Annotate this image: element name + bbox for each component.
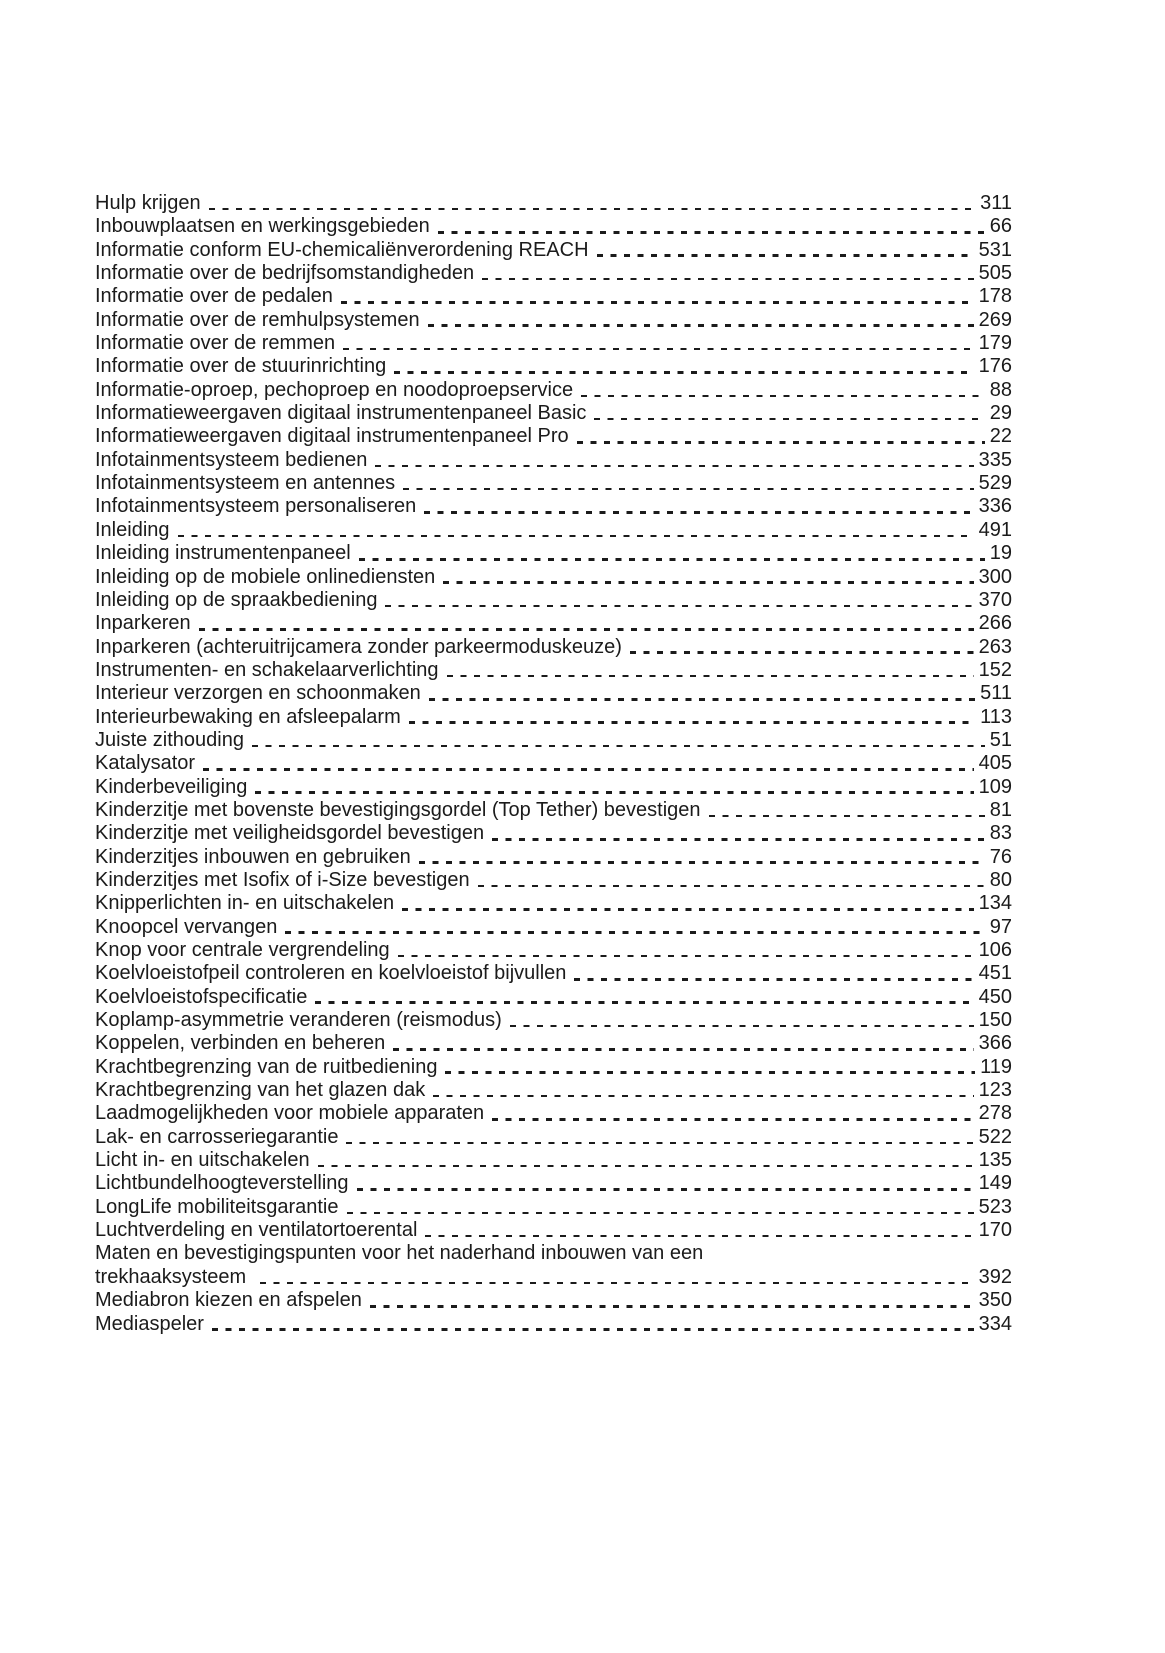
dot-leader [709,815,985,818]
dot-leader [447,675,974,678]
toc-entry-title: Koppelen, verbinden en beheren [95,1032,386,1055]
toc-entry [95,869,1012,892]
dot-leader [375,465,973,468]
toc-entry-title: Informatie over de remmen [95,332,336,355]
dot-leader [385,605,973,608]
toc-entry [95,776,1012,799]
dot-leader [478,885,985,888]
dot-leader [594,418,984,421]
toc-entry-title: Mediabron kiezen en afspelen [95,1289,362,1312]
toc-entry-title: Infotainmentsysteem personaliseren [95,495,417,518]
toc-entry-page-number: 88 [989,378,1012,401]
dot-leader [443,581,973,584]
toc-entry-page-number: 97 [989,915,1012,938]
toc-entry-title: Maten en bevestigingspunten voor het naderhand inbouwen van een [95,1242,704,1265]
toc-entry [95,355,1012,378]
toc-entry-page-number: 266 [978,612,1012,635]
toc-entry-page-number: 123 [978,1079,1012,1102]
toc-entry [95,566,1012,589]
toc-entry-page-number: 170 [978,1219,1012,1242]
toc-entry-title: Interieur verzorgen en schoonmaken [95,682,421,705]
toc-entry-page-number: 176 [978,355,1012,378]
toc-entry [95,962,1012,985]
toc-entry-title: Inbouwplaatsen en werkingsgebieden [95,215,430,238]
toc-entry [95,1313,1012,1336]
toc-entry-page-number: 113 [980,705,1012,728]
dot-leader [429,698,975,701]
toc-entry-page-number: 491 [978,518,1012,541]
toc-entry-page-number: 152 [978,658,1012,681]
dot-leader [318,1165,974,1168]
toc-entry-title: Kinderbeveiliging [95,775,248,798]
dot-leader [492,838,985,841]
toc-entry-title: Mediaspeler [95,1312,204,1335]
toc-entry [95,1172,1012,1195]
dot-leader [424,511,973,514]
toc-entry-title: Informatie conform EU-chemicaliënverordening REACH [95,238,589,261]
toc-entry-page-number: 51 [989,728,1012,751]
toc-entry [95,612,1012,635]
toc-entry-page-number: 523 [978,1195,1012,1218]
toc-entry [95,1289,1012,1312]
dot-leader [510,1025,974,1028]
toc-entry [95,1242,1012,1265]
toc-entry [95,192,1012,215]
toc-entry-title: LongLife mobiliteitsgarantie [95,1195,339,1218]
toc-entry-title: Informatie over de stuurinrichting [95,355,387,378]
toc-entry-title: Kinderzitje met bovenste bevestigingsgordel (Top Tether) bevestigen [95,798,701,821]
dot-leader [209,208,976,211]
dot-leader [285,931,984,934]
dot-leader [212,1328,974,1331]
toc-entry-title: trekhaaksysteem [95,1265,252,1288]
toc-entry [95,682,1012,705]
dot-leader [343,348,974,351]
toc-entry [95,449,1012,472]
toc-entry-title: Kinderzitjes inbouwen en gebruiken [95,845,411,868]
toc-entry-title: Knipperlichten in- en uitschakelen [95,892,395,915]
toc-entry [95,636,1012,659]
dot-leader [255,791,973,794]
toc-entry [95,822,1012,845]
toc-entry-title: Lak- en carrosseriegarantie [95,1125,339,1148]
dot-leader [315,1001,973,1004]
toc-entry [95,309,1012,332]
toc-entry-title: Informatie over de pedalen [95,285,333,308]
toc-entry-page-number: 83 [989,822,1012,845]
toc-entry-title: Infotainmentsysteem en antennes [95,472,396,495]
toc-entry-page-number: 531 [978,238,1012,261]
toc-entry-title: Koelvloeistofpeil controleren en koelvloeistof bijvullen [95,962,567,985]
toc-entry-title: Informatieweergaven digitaal instrumentenpaneel Basic [95,402,587,425]
toc-entry [95,589,1012,612]
toc-entry-page-number: 370 [978,588,1012,611]
dot-leader [393,1048,973,1051]
toc-entry-page-number: 135 [978,1149,1012,1172]
toc-entry-page-number: 300 [978,565,1012,588]
toc-entry [95,239,1012,262]
toc-entry-title: Krachtbegrenzing van het glazen dak [95,1079,426,1102]
toc-entry-page-number: 81 [989,798,1012,821]
toc-entry-page-number: 392 [978,1265,1012,1288]
toc-entry [95,379,1012,402]
dot-leader [398,955,974,958]
toc-entry-page-number: 311 [980,192,1012,214]
dot-leader [581,395,985,398]
dot-leader [403,488,973,491]
toc-entry-page-number: 269 [978,308,1012,331]
toc-entry [95,1266,1012,1289]
toc-entry-page-number: 134 [978,892,1012,915]
toc-entry [95,1149,1012,1172]
dot-leader [577,441,985,444]
toc-entry-title: Krachtbegrenzing van de ruitbediening [95,1055,438,1078]
toc-entry-title: Informatie-oproep, pechoproep en noodoproepservice [95,378,574,401]
toc-entry-page-number: 529 [978,472,1012,495]
toc-entry-page-number: 66 [989,215,1012,238]
toc-entry-page-number: 505 [978,262,1012,285]
toc-entry-title: Inparkeren (achteruitrijcamera zonder parkeermoduskeuze) [95,635,622,658]
dot-leader [370,1305,974,1308]
toc-entry-title: Inleiding [95,518,170,541]
dot-leader [597,254,974,257]
toc-entry [95,1196,1012,1219]
toc-entry-page-number: 29 [989,402,1012,425]
toc-entry [95,1126,1012,1149]
toc-entry [95,939,1012,962]
toc-entry-title: Knop voor centrale vergrendeling [95,939,390,961]
toc-entry [95,472,1012,495]
toc-entry-title: Interieurbewaking en afsleepalarm [95,705,401,728]
toc-entry-title: Luchtverdeling en ventilatortoerental [95,1219,418,1242]
toc-entry-page-number: 334 [978,1312,1012,1335]
dot-leader [199,628,974,631]
toc-entry-page-number: 109 [978,775,1012,798]
toc-entry-title: Kinderzitjes met Isofix of i-Size bevestigen [95,868,470,891]
dot-leader [492,1118,973,1121]
toc-entry [95,1079,1012,1102]
toc-entry-title: Koplamp-asymmetrie veranderen (reismodus) [95,1009,502,1032]
toc-entry-title: Katalysator [95,752,196,775]
toc-entry-page-number: 278 [978,1102,1012,1125]
toc-entry-page-number: 335 [978,448,1012,471]
toc-entry [95,986,1012,1009]
toc-entry [95,1032,1012,1055]
toc-entry-page-number: 350 [978,1289,1012,1312]
toc-entry-page-number: 511 [980,682,1012,705]
toc-entry-page-number: 522 [978,1125,1012,1148]
toc-entry-title: Juiste zithouding [95,728,244,751]
toc-entry [95,799,1012,822]
toc-entry-title: Infotainmentsysteem bedienen [95,448,368,471]
toc-entry-title: Laadmogelijkheden voor mobiele apparaten [95,1102,485,1125]
toc-entry-title: Informatie over de remhulpsystemen [95,308,420,331]
toc-entry-page-number: 366 [978,1032,1012,1055]
toc-entry-page-number: 405 [978,752,1012,775]
toc-entry-title: Informatie over de bedrijfsomstandigheden [95,262,475,285]
toc-entry-page-number: 336 [978,495,1012,518]
toc-entry-page-number: 178 [978,285,1012,308]
toc-entry-page-number: 179 [978,332,1012,355]
toc-entry-page-number: 451 [978,962,1012,985]
toc-entry [95,215,1012,238]
toc-list [95,192,1012,1336]
dot-leader [428,324,974,327]
toc-entry [95,659,1012,682]
dot-leader [341,301,974,304]
dot-leader [402,908,974,911]
toc-entry-page-number: 22 [989,425,1012,448]
dot-leader [252,745,985,748]
toc-entry [95,262,1012,285]
toc-entry-title: Instrumenten- en schakelaarverlichting [95,658,439,681]
dot-leader [357,1188,974,1191]
toc-entry [95,285,1012,308]
toc-entry [95,892,1012,915]
toc-entry-title: Inleiding op de spraakbediening [95,588,378,611]
toc-entry-page-number: 149 [978,1172,1012,1195]
dot-leader [433,1095,973,1098]
toc-entry-title: Inparkeren [95,612,191,635]
dot-leader [178,535,974,538]
toc-entry [95,916,1012,939]
toc-entry [95,1009,1012,1032]
toc-entry [95,402,1012,425]
dot-leader [394,371,973,374]
toc-entry [95,846,1012,869]
dot-leader [260,1282,974,1285]
toc-entry-page-number: 150 [978,1009,1012,1032]
toc-entry-page-number: 76 [989,845,1012,868]
toc-entry [95,729,1012,752]
toc-entry-title: Hulp krijgen [95,192,201,214]
dot-leader [347,1212,974,1215]
dot-leader [574,978,973,981]
dot-leader [438,231,985,234]
toc-entry-page-number: 106 [978,939,1012,961]
toc-entry [95,1102,1012,1125]
dot-leader [409,721,975,724]
toc-entry [95,519,1012,542]
dot-leader [346,1142,973,1145]
dot-leader [630,651,974,654]
toc-entry [95,1056,1012,1079]
toc-entry [95,332,1012,355]
toc-entry [95,706,1012,729]
toc-entry-page-number: 450 [978,985,1012,1008]
toc-entry-page-number: 119 [980,1055,1012,1078]
toc-entry-page-number: 263 [978,635,1012,658]
toc-entry [95,1219,1012,1242]
toc-entry-title: Licht in- en uitschakelen [95,1149,310,1172]
toc-entry [95,542,1012,565]
toc-entry-title: Koelvloeistofspecificatie [95,985,308,1008]
toc-entry-title: Lichtbundelhoogteverstelling [95,1172,349,1195]
dot-leader [482,278,974,281]
dot-leader [445,1071,975,1074]
toc-entry-title: Inleiding op de mobiele onlinediensten [95,565,436,588]
toc-entry-page-number: 19 [989,542,1012,565]
toc-entry-title: Kinderzitje met veiligheidsgordel bevestigen [95,822,485,845]
toc-entry-title: Inleiding instrumentenpaneel [95,542,351,565]
dot-leader [359,558,985,561]
dot-leader [419,861,985,864]
toc-entry [95,495,1012,518]
toc-entry-page-number: 80 [989,868,1012,891]
dot-leader [425,1235,973,1238]
toc-entry [95,752,1012,775]
dot-leader [203,768,974,771]
toc-entry [95,425,1012,448]
toc-entry-title: Knoopcel vervangen [95,915,278,938]
toc-entry-title: Informatieweergaven digitaal instrumentenpaneel Pro [95,425,569,448]
